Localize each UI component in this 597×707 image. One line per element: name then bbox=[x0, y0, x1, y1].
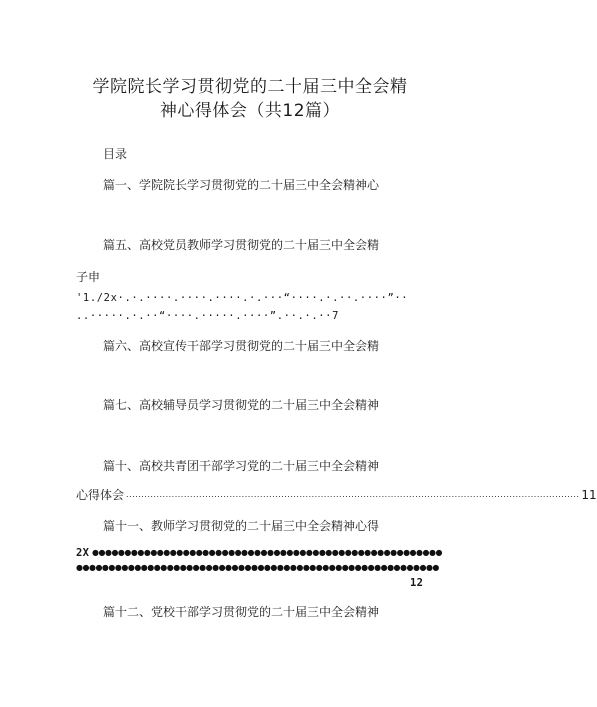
document-title-line2: 神心得体会（共12篇） bbox=[159, 101, 341, 121]
toc-item-5-line2: 子申 bbox=[76, 270, 101, 284]
toc-item-1[interactable]: 篇一、学院院长学习贯彻党的二十届三中全会精神心 bbox=[103, 178, 380, 192]
toc-item-7[interactable]: 篇七、高校辅导员学习贯彻党的二十届三中全会精神 bbox=[103, 398, 380, 412]
toc-item-10-line2: 心得体会 bbox=[76, 488, 125, 502]
toc-item-5-line3: '1./2x·.·.····.····.····.·.···“····.·.··.····”·· bbox=[76, 292, 409, 304]
toc-item-12[interactable]: 篇十二、党校干部学习贯彻党的二十届三中全会精神 bbox=[103, 605, 380, 619]
toc-item-11-line1[interactable]: 篇十一、教师学习贯彻党的二十届三中全会精神心得 bbox=[103, 519, 380, 533]
document-title-line1: 学院院长学习贯彻党的二十届三中全会精 bbox=[92, 77, 408, 97]
toc-item-6[interactable]: 篇六、高校宣传干部学习贯彻党的二十届三中全会精 bbox=[103, 339, 380, 353]
bullet-leader-2: ●●●●●●●●●●●●●●●●●●●●●●●●●●●●●●●●●●●●●●●●●●●●●●●●●●●●●●●● bbox=[76, 563, 439, 572]
toc-item-5-line4: ..·····.·.··“····.·····.····”.··.·.··7 bbox=[76, 310, 340, 322]
toc-heading: 目录 bbox=[103, 147, 128, 161]
toc-item-11-prefix: 2X bbox=[76, 547, 90, 559]
bullet-leader-1: ●●●●●●●●●●●●●●●●●●●●●●●●●●●●●●●●●●●●●●●●●●●●●●●●●●●●●● bbox=[92, 548, 442, 557]
toc-item-5-line1[interactable]: 篇五、高校党员教师学习贯彻党的二十届三中全会精 bbox=[103, 238, 380, 252]
toc-item-10-page: 11 bbox=[581, 488, 597, 502]
toc-item-10-line1[interactable]: 篇十、高校共青团干部学习党的二十届三中全会精神 bbox=[103, 459, 380, 473]
dot-leader: ..................................................................................................................................................... bbox=[126, 490, 580, 499]
toc-item-11-page: 12 bbox=[410, 577, 424, 589]
toc-item-10-leader-row bbox=[76, 487, 597, 503]
